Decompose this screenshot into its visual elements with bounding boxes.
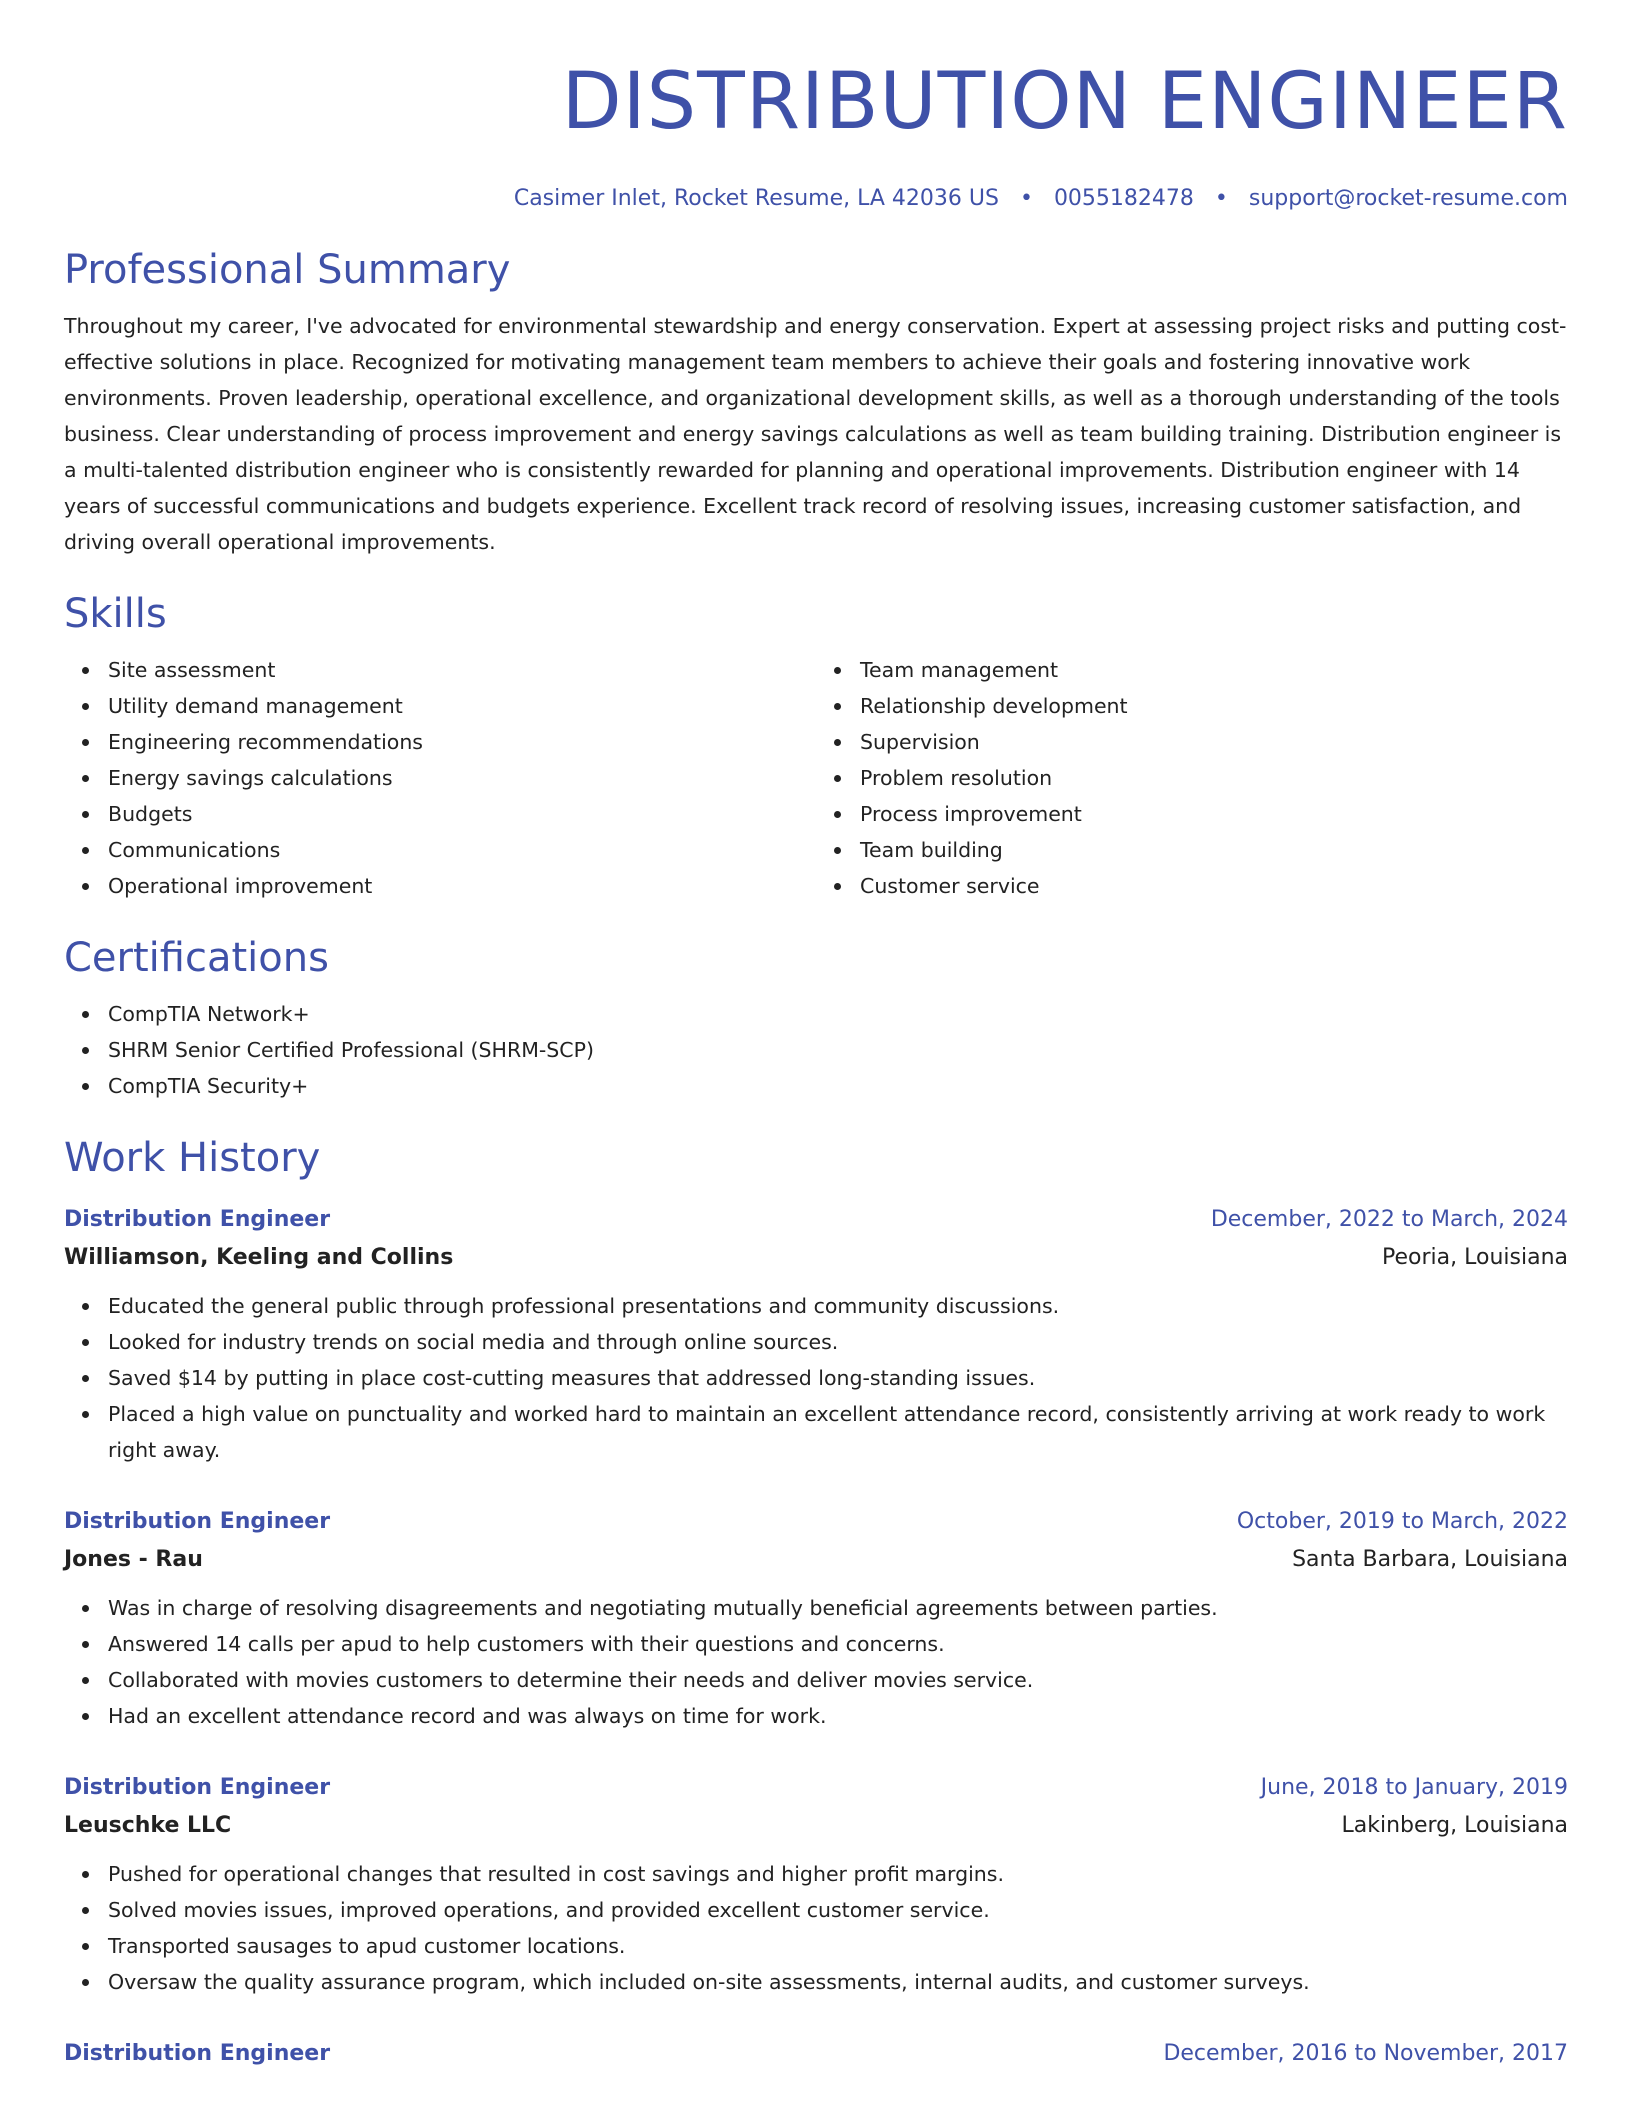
job-company: Leuschke LLC bbox=[64, 1813, 232, 1838]
job-bullet: Educated the general public through professional presentations and community discussions. bbox=[108, 1288, 1568, 1324]
contact-phone: 0055182478 bbox=[1053, 186, 1194, 211]
job-title: Distribution Engineer bbox=[64, 1775, 331, 1800]
job-bullets bbox=[64, 1288, 1568, 1468]
job-bullet: Answered 14 calls per apud to help customers with their questions and concerns. bbox=[108, 1626, 1568, 1662]
skills-section bbox=[64, 588, 1568, 904]
job-bullet: Solved movies issues, improved operations, and provided excellent customer service. bbox=[108, 1892, 1568, 1928]
skill-item: Energy savings calculations bbox=[108, 760, 816, 796]
professional-summary-section bbox=[64, 244, 1568, 560]
job-company-row bbox=[64, 1238, 1568, 1278]
job-header-row bbox=[64, 1770, 1568, 1806]
skill-item: Process improvement bbox=[860, 796, 1568, 832]
section-title-summary: Professional Summary bbox=[64, 247, 511, 293]
skill-item: Problem resolution bbox=[860, 760, 1568, 796]
work-history-section bbox=[64, 1132, 1568, 2072]
job-dates: October, 2019 to March, 2022 bbox=[1236, 1509, 1568, 1534]
job-title: Distribution Engineer bbox=[64, 1509, 331, 1534]
job-bullets bbox=[64, 1590, 1568, 1734]
job-entry bbox=[64, 1202, 1568, 1468]
skill-item: Site assessment bbox=[108, 652, 816, 688]
job-title: Distribution Engineer bbox=[64, 2041, 331, 2066]
skill-item: Budgets bbox=[108, 796, 816, 832]
job-entry bbox=[64, 1770, 1568, 2000]
job-dates: December, 2022 to March, 2024 bbox=[1210, 1207, 1568, 1232]
job-bullet: Looked for industry trends on social media and through online sources. bbox=[108, 1324, 1568, 1360]
skill-item: Operational improvement bbox=[108, 868, 816, 904]
job-bullet: Saved $14 by putting in place cost-cutting measures that addressed long-standing issues. bbox=[108, 1360, 1568, 1396]
certifications-list bbox=[64, 996, 1568, 1104]
job-header-row bbox=[64, 2036, 1568, 2072]
job-header-row bbox=[64, 1202, 1568, 1238]
skill-item: Team management bbox=[860, 652, 1568, 688]
contact-email: support@rocket-resume.com bbox=[1248, 186, 1568, 211]
contact-address: Casimer Inlet, Rocket Resume, LA 42036 US bbox=[513, 186, 999, 211]
job-company: Jones - Rau bbox=[64, 1547, 203, 1572]
skills-column-left bbox=[64, 652, 816, 904]
job-location: Peoria, Louisiana bbox=[1382, 1245, 1568, 1270]
skills-column-right bbox=[816, 652, 1568, 904]
job-title-heading: DISTRIBUTION ENGINEER bbox=[561, 57, 1568, 147]
section-title-work-history: Work History bbox=[64, 1135, 321, 1181]
skill-item: Engineering recommendations bbox=[108, 724, 816, 760]
certification-item: CompTIA Network+ bbox=[108, 996, 1568, 1032]
job-bullet: Transported sausages to apud customer locations. bbox=[108, 1928, 1568, 1964]
skill-item: Relationship development bbox=[860, 688, 1568, 724]
contact-separator: • bbox=[1019, 186, 1033, 211]
job-location: Santa Barbara, Louisiana bbox=[1292, 1547, 1568, 1572]
skill-item: Communications bbox=[108, 832, 816, 868]
contact-line bbox=[64, 182, 1568, 216]
job-header-row bbox=[64, 1504, 1568, 1540]
job-entry bbox=[64, 1504, 1568, 1734]
job-bullet: Had an excellent attendance record and was always on time for work. bbox=[108, 1698, 1568, 1734]
job-company-row bbox=[64, 1540, 1568, 1580]
job-title: Distribution Engineer bbox=[64, 1207, 331, 1232]
contact-separator: • bbox=[1214, 186, 1228, 211]
job-company: Williamson, Keeling and Collins bbox=[64, 1245, 454, 1270]
job-entry bbox=[64, 2036, 1568, 2072]
job-bullet: Collaborated with movies customers to determine their needs and deliver movies service. bbox=[108, 1662, 1568, 1698]
job-bullets bbox=[64, 1856, 1568, 2000]
job-dates: December, 2016 to November, 2017 bbox=[1163, 2041, 1568, 2066]
section-title-skills: Skills bbox=[64, 591, 167, 637]
resume-header bbox=[64, 50, 1568, 216]
certification-item: SHRM Senior Certified Professional (SHRM-SCP) bbox=[108, 1032, 1568, 1068]
certifications-section bbox=[64, 932, 1568, 1104]
certification-item: CompTIA Security+ bbox=[108, 1068, 1568, 1104]
summary-text: Throughout my career, I've advocated for environmental stewardship and energy conservation. Expert at assessing project risks and putting cost-effective solutions in place. Recognized for motivating management team members to achieve their goals and fostering innovative work environments. Proven leadership, operational excellence, and organizational development skills, as well as a thorough understanding of the tools business. Clear understanding of process improvement and energy savings calculations as well as team building training. Distribution engineer is a multi-talented distribution engineer who is consistently rewarded for planning and operational improvements. Distribution engineer with 14 years of successful communications and budgets experience. Excellent track record of resolving issues, increasing customer satisfaction, and driving overall operational improvements. bbox=[64, 314, 1567, 554]
skill-item: Team building bbox=[860, 832, 1568, 868]
skill-item: Utility demand management bbox=[108, 688, 816, 724]
job-bullet: Oversaw the quality assurance program, which included on-site assessments, internal audits, and customer surveys. bbox=[108, 1964, 1568, 2000]
job-location: Lakinberg, Louisiana bbox=[1341, 1813, 1568, 1838]
job-bullet: Pushed for operational changes that resulted in cost savings and higher profit margins. bbox=[108, 1856, 1568, 1892]
skills-grid bbox=[64, 652, 1568, 904]
skill-item: Customer service bbox=[860, 868, 1568, 904]
job-company-row bbox=[64, 1806, 1568, 1846]
job-dates: June, 2018 to January, 2019 bbox=[1260, 1775, 1568, 1800]
job-bullet: Was in charge of resolving disagreements and negotiating mutually beneficial agreements between parties. bbox=[108, 1590, 1568, 1626]
skill-item: Supervision bbox=[860, 724, 1568, 760]
section-title-certifications: Certifications bbox=[64, 935, 329, 981]
job-bullet: Placed a high value on punctuality and worked hard to maintain an excellent attendance record, consistently arriving at work ready to work right away. bbox=[108, 1396, 1568, 1468]
